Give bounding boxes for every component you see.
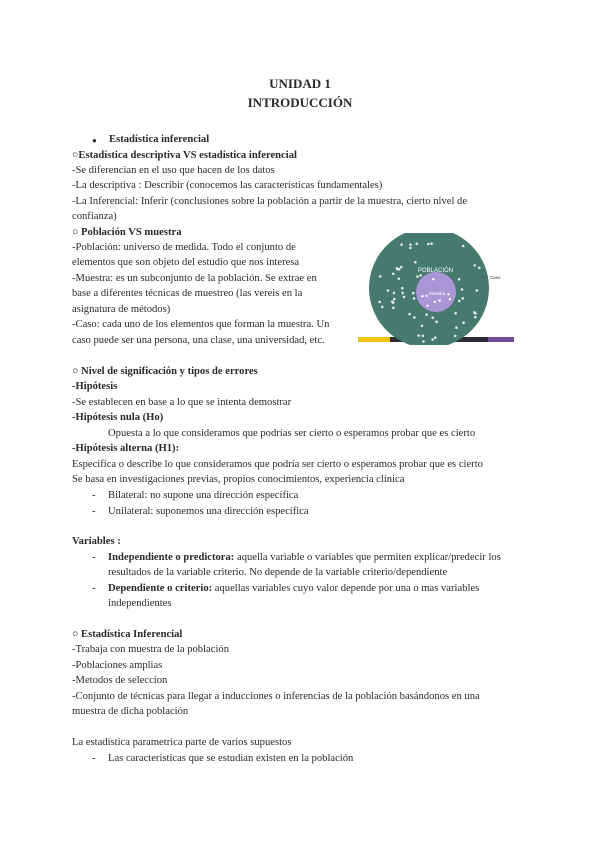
population-dot xyxy=(408,313,411,316)
population-dot xyxy=(393,292,396,295)
sample-dot xyxy=(438,299,440,301)
sample-dot xyxy=(421,295,423,297)
population-dot xyxy=(393,298,396,301)
population-dot xyxy=(409,243,412,246)
text-line: resultados de la variable criterio. No depende de la variable criterio/dependiente xyxy=(108,567,448,578)
text-line: -Conjunto de técnicas para llegar a inducciones o inferencias de la población basándonos en una xyxy=(72,691,480,702)
population-dot xyxy=(396,267,399,270)
text-line: Opuesta a lo que consideramos que podrías ser cierto o esperamos probar que es cierto xyxy=(108,428,476,439)
population-dot xyxy=(378,301,381,304)
list-item-independiente xyxy=(108,550,501,565)
bullet-dot: ● xyxy=(92,136,97,145)
text-line: -Se diferencian en el uso que hacen de los datos xyxy=(72,165,275,176)
list-item: Las características que se estudian existen en la población xyxy=(108,753,354,764)
population-dot xyxy=(430,242,433,245)
population-dot xyxy=(427,243,430,246)
case-label: Caso xyxy=(490,275,501,280)
sample-dot xyxy=(434,301,436,303)
population-dot xyxy=(473,264,476,267)
population-dot xyxy=(431,338,434,341)
text-line: -Metodos de seleccion xyxy=(72,675,168,686)
population-dot xyxy=(392,301,395,304)
text-line: La estadistica parametrica parte de varios supuestos xyxy=(72,737,292,748)
term-label: Dependiente o criterio: xyxy=(108,583,213,594)
bar-segment-purple xyxy=(488,337,514,342)
text-line: -Poblaciones amplias xyxy=(72,660,163,671)
population-dot xyxy=(409,247,412,250)
population-dot xyxy=(379,275,382,278)
population-dot xyxy=(400,243,403,246)
population-dot xyxy=(461,288,464,291)
list-dash: - xyxy=(92,753,96,764)
bar-segment-yellow xyxy=(358,337,390,342)
population-sample-diagram xyxy=(350,233,520,345)
population-dot xyxy=(381,306,384,309)
text-line: confianza) xyxy=(72,211,117,222)
bullet-heading: Estadística inferencial xyxy=(109,134,210,145)
population-dot xyxy=(478,267,481,270)
term-label: Independiente o predictora: xyxy=(108,552,235,563)
population-dot xyxy=(413,316,416,319)
population-dot xyxy=(458,300,461,303)
term-text: aquella variable o variables que permiten explicar/predecir los xyxy=(234,552,501,563)
population-dot xyxy=(401,292,404,295)
text-line: -Trabaja con muestra de la población xyxy=(72,644,229,655)
population-dot xyxy=(403,296,406,299)
text-line: -Muestra: es un subconjunto de la población. Se extrae en xyxy=(72,273,317,284)
population-dot xyxy=(416,242,419,245)
population-dot xyxy=(455,326,458,329)
population-dot xyxy=(398,278,401,281)
population-dot xyxy=(414,261,417,264)
population-dot xyxy=(422,340,425,343)
text-line: asignatura de métodos) xyxy=(72,304,171,315)
term-text: aquellas variables cuyo valor depende por una o mas variables xyxy=(212,583,480,594)
text-line: -Población: universo de medida. Todo el conjunto de xyxy=(72,242,296,253)
sample-dot xyxy=(432,278,434,280)
population-dot xyxy=(400,266,403,269)
population-dot xyxy=(476,289,479,292)
page-title: INTRODUCCIÓN xyxy=(247,95,353,110)
list-dash: - xyxy=(92,506,96,517)
sample-dot xyxy=(449,298,451,300)
population-dot xyxy=(419,274,422,277)
subheading-hipotesis: -Hipótesis xyxy=(72,381,118,392)
population-dot xyxy=(422,335,425,338)
population-dot xyxy=(461,297,464,300)
text-line: -La descriptiva : Describir (conocemos las características fundamentales) xyxy=(72,180,383,191)
list-item: Unilateral: suponemos una dirección específica xyxy=(108,506,309,517)
subheading-h0: -Hipótesis nula (Ho) xyxy=(72,412,164,423)
list-dash: - xyxy=(92,490,96,501)
list-item: Bilateral: no supone una dirección específica xyxy=(108,490,299,501)
list-dash: - xyxy=(92,583,96,594)
text-line: Se basa en investigaciones previas, propios conocimientos, experiencia clínica xyxy=(72,474,405,485)
population-dot xyxy=(387,289,390,292)
subheading-h1: -Hipótesis alterna (H1): xyxy=(72,443,180,454)
population-dot xyxy=(462,321,465,324)
population-dot xyxy=(416,275,419,278)
list-item-dependiente xyxy=(108,581,479,596)
population-dot xyxy=(474,312,477,315)
population-dot xyxy=(401,287,404,290)
population-dot xyxy=(425,313,428,316)
sample-label: Muestra xyxy=(429,291,446,296)
population-dot xyxy=(454,312,457,315)
unit-title: UNIDAD 1 xyxy=(269,76,331,91)
sample-dot xyxy=(447,293,449,295)
section-heading-inferencial: ○ Estadística Inferencial xyxy=(72,629,183,640)
population-dot xyxy=(454,335,457,338)
text-line: independientes xyxy=(108,598,172,609)
population-dot xyxy=(417,334,420,337)
text-line: elementos que son objeto del estudio que nos interesa xyxy=(72,257,300,268)
population-dot xyxy=(435,320,438,323)
list-dash: - xyxy=(92,552,96,563)
population-dot xyxy=(431,316,434,319)
population-dot xyxy=(413,297,416,300)
text-line: -La Inferencial: Inferir (conclusiones sobre la población a partir de la muestra, cierto nivel de xyxy=(72,196,468,207)
population-dot xyxy=(392,273,395,276)
text-line: -Caso: cada uno de los elementos que forman la muestra. Un xyxy=(72,319,330,330)
section-heading-descriptiva: ○Estadística descriptiva VS estadística inferencial xyxy=(72,150,297,161)
population-dot xyxy=(458,278,461,281)
population-dot xyxy=(421,325,424,328)
text-line: base a diferentes técnicas de muestreo (las vereis en la xyxy=(72,288,303,299)
population-dot xyxy=(434,336,437,339)
text-line: muestra de dicha población xyxy=(72,706,189,717)
population-dot xyxy=(412,292,415,295)
section-heading-significacion: ○ Nivel de significación y tipos de errores xyxy=(72,366,258,377)
population-dot xyxy=(392,307,395,310)
text-line: Especifica o describe lo que consideramos que podría ser cierto o esperamos probar que es cierto xyxy=(72,459,483,470)
text-line: caso puede ser una persona, una clase, una universidad, etc. xyxy=(72,335,325,346)
sample-dot xyxy=(425,295,427,297)
population-dot xyxy=(462,245,465,248)
section-heading-variables: Variables : xyxy=(72,536,121,547)
population-dot xyxy=(474,316,477,319)
sample-dot xyxy=(426,305,428,307)
section-heading-poblacion: ○ Población VS muestra xyxy=(72,227,182,238)
text-line: -Se establecen en base a lo que se intenta demostrar xyxy=(72,397,292,408)
population-label: POBLACIÓN xyxy=(418,268,454,274)
